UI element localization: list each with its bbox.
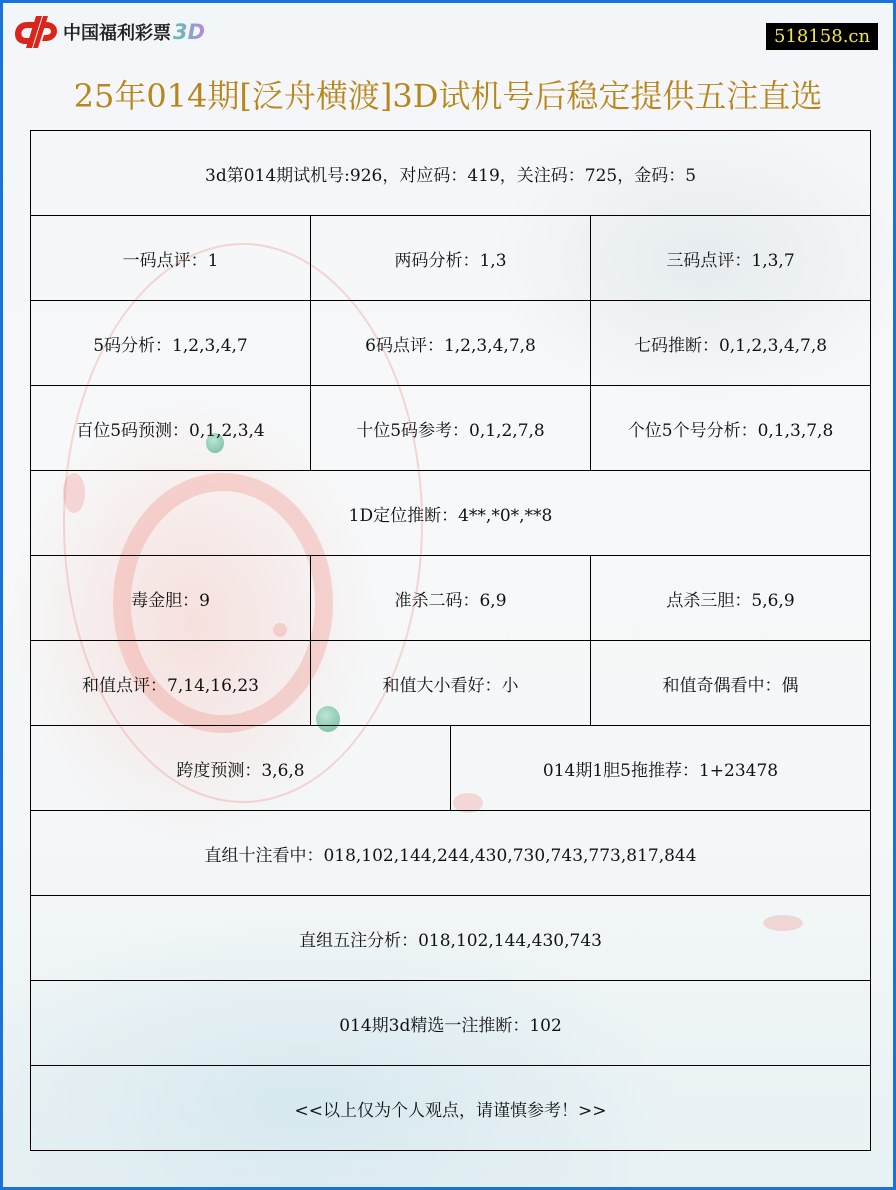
seven-code-cell: 七码推断：0,1,2,3,4,7,8: [591, 301, 871, 386]
header: [3, 3, 893, 59]
tens-cell: 十位5码参考：0,1,2,7,8: [311, 386, 591, 471]
logo-text: 中国福利彩票: [63, 23, 171, 44]
table-row: [31, 131, 871, 216]
six-code-cell: 6码点评：1,2,3,4,7,8: [311, 301, 591, 386]
table-row: [31, 726, 871, 811]
two-code-cell: 两码分析：1,3: [311, 216, 591, 301]
table-row: [31, 471, 871, 556]
table-row: [31, 811, 871, 896]
table-row: [31, 556, 871, 641]
dan-tuo-cell: 014期1胆5拖推荐：1+23478: [451, 726, 871, 811]
kill-two-cell: 准杀二码：6,9: [311, 556, 591, 641]
span-cell: 跨度预测：3,6,8: [31, 726, 451, 811]
sum-parity-cell: 和值奇偶看中：偶: [591, 641, 871, 726]
single-bet-cell: 014期3d精选一注推断：102: [31, 981, 871, 1066]
units-cell: 个位5个号分析：0,1,3,7,8: [591, 386, 871, 471]
three-code-cell: 三码点评：1,3,7: [591, 216, 871, 301]
position-1d-cell: 1D定位推断：4**,*0*,**8: [31, 471, 871, 556]
golden-dan-cell: 毒金胆：9: [31, 556, 311, 641]
page-title: 25年014期[泛舟横渡]3D试机号后稳定提供五注直选: [73, 77, 823, 115]
test-number-cell: 3d第014期试机号:926，对应码：419，关注码：725，金码：5: [31, 131, 871, 216]
table-row: [31, 1066, 871, 1151]
table-row: [31, 216, 871, 301]
sum-value-cell: 和值点评：7,14,16,23: [31, 641, 311, 726]
ten-bets-cell: 直组十注看中：018,102,144,244,430,730,743,773,817,844: [31, 811, 871, 896]
cwl-logo-icon: [13, 12, 59, 52]
disclaimer-cell: <<以上仅为个人观点，请谨慎参考！>>: [31, 1066, 871, 1151]
one-code-cell: 一码点评：1: [31, 216, 311, 301]
sum-size-cell: 和值大小看好：小: [311, 641, 591, 726]
table-row: [31, 641, 871, 726]
table-row: [31, 386, 871, 471]
lottery-logo: [13, 12, 205, 52]
kill-three-cell: 点杀三胆：5,6,9: [591, 556, 871, 641]
table-row: [31, 981, 871, 1066]
site-badge[interactable]: 518158.cn: [766, 23, 878, 50]
table-row: [31, 896, 871, 981]
five-bets-cell: 直组五注分析：018,102,144,430,743: [31, 896, 871, 981]
table-row: [31, 301, 871, 386]
five-code-cell: 5码分析：1,2,3,4,7: [31, 301, 311, 386]
prediction-table: [30, 130, 871, 1151]
hundreds-cell: 百位5码预测：0,1,2,3,4: [31, 386, 311, 471]
logo-3d-suffix: 3D: [173, 20, 206, 44]
